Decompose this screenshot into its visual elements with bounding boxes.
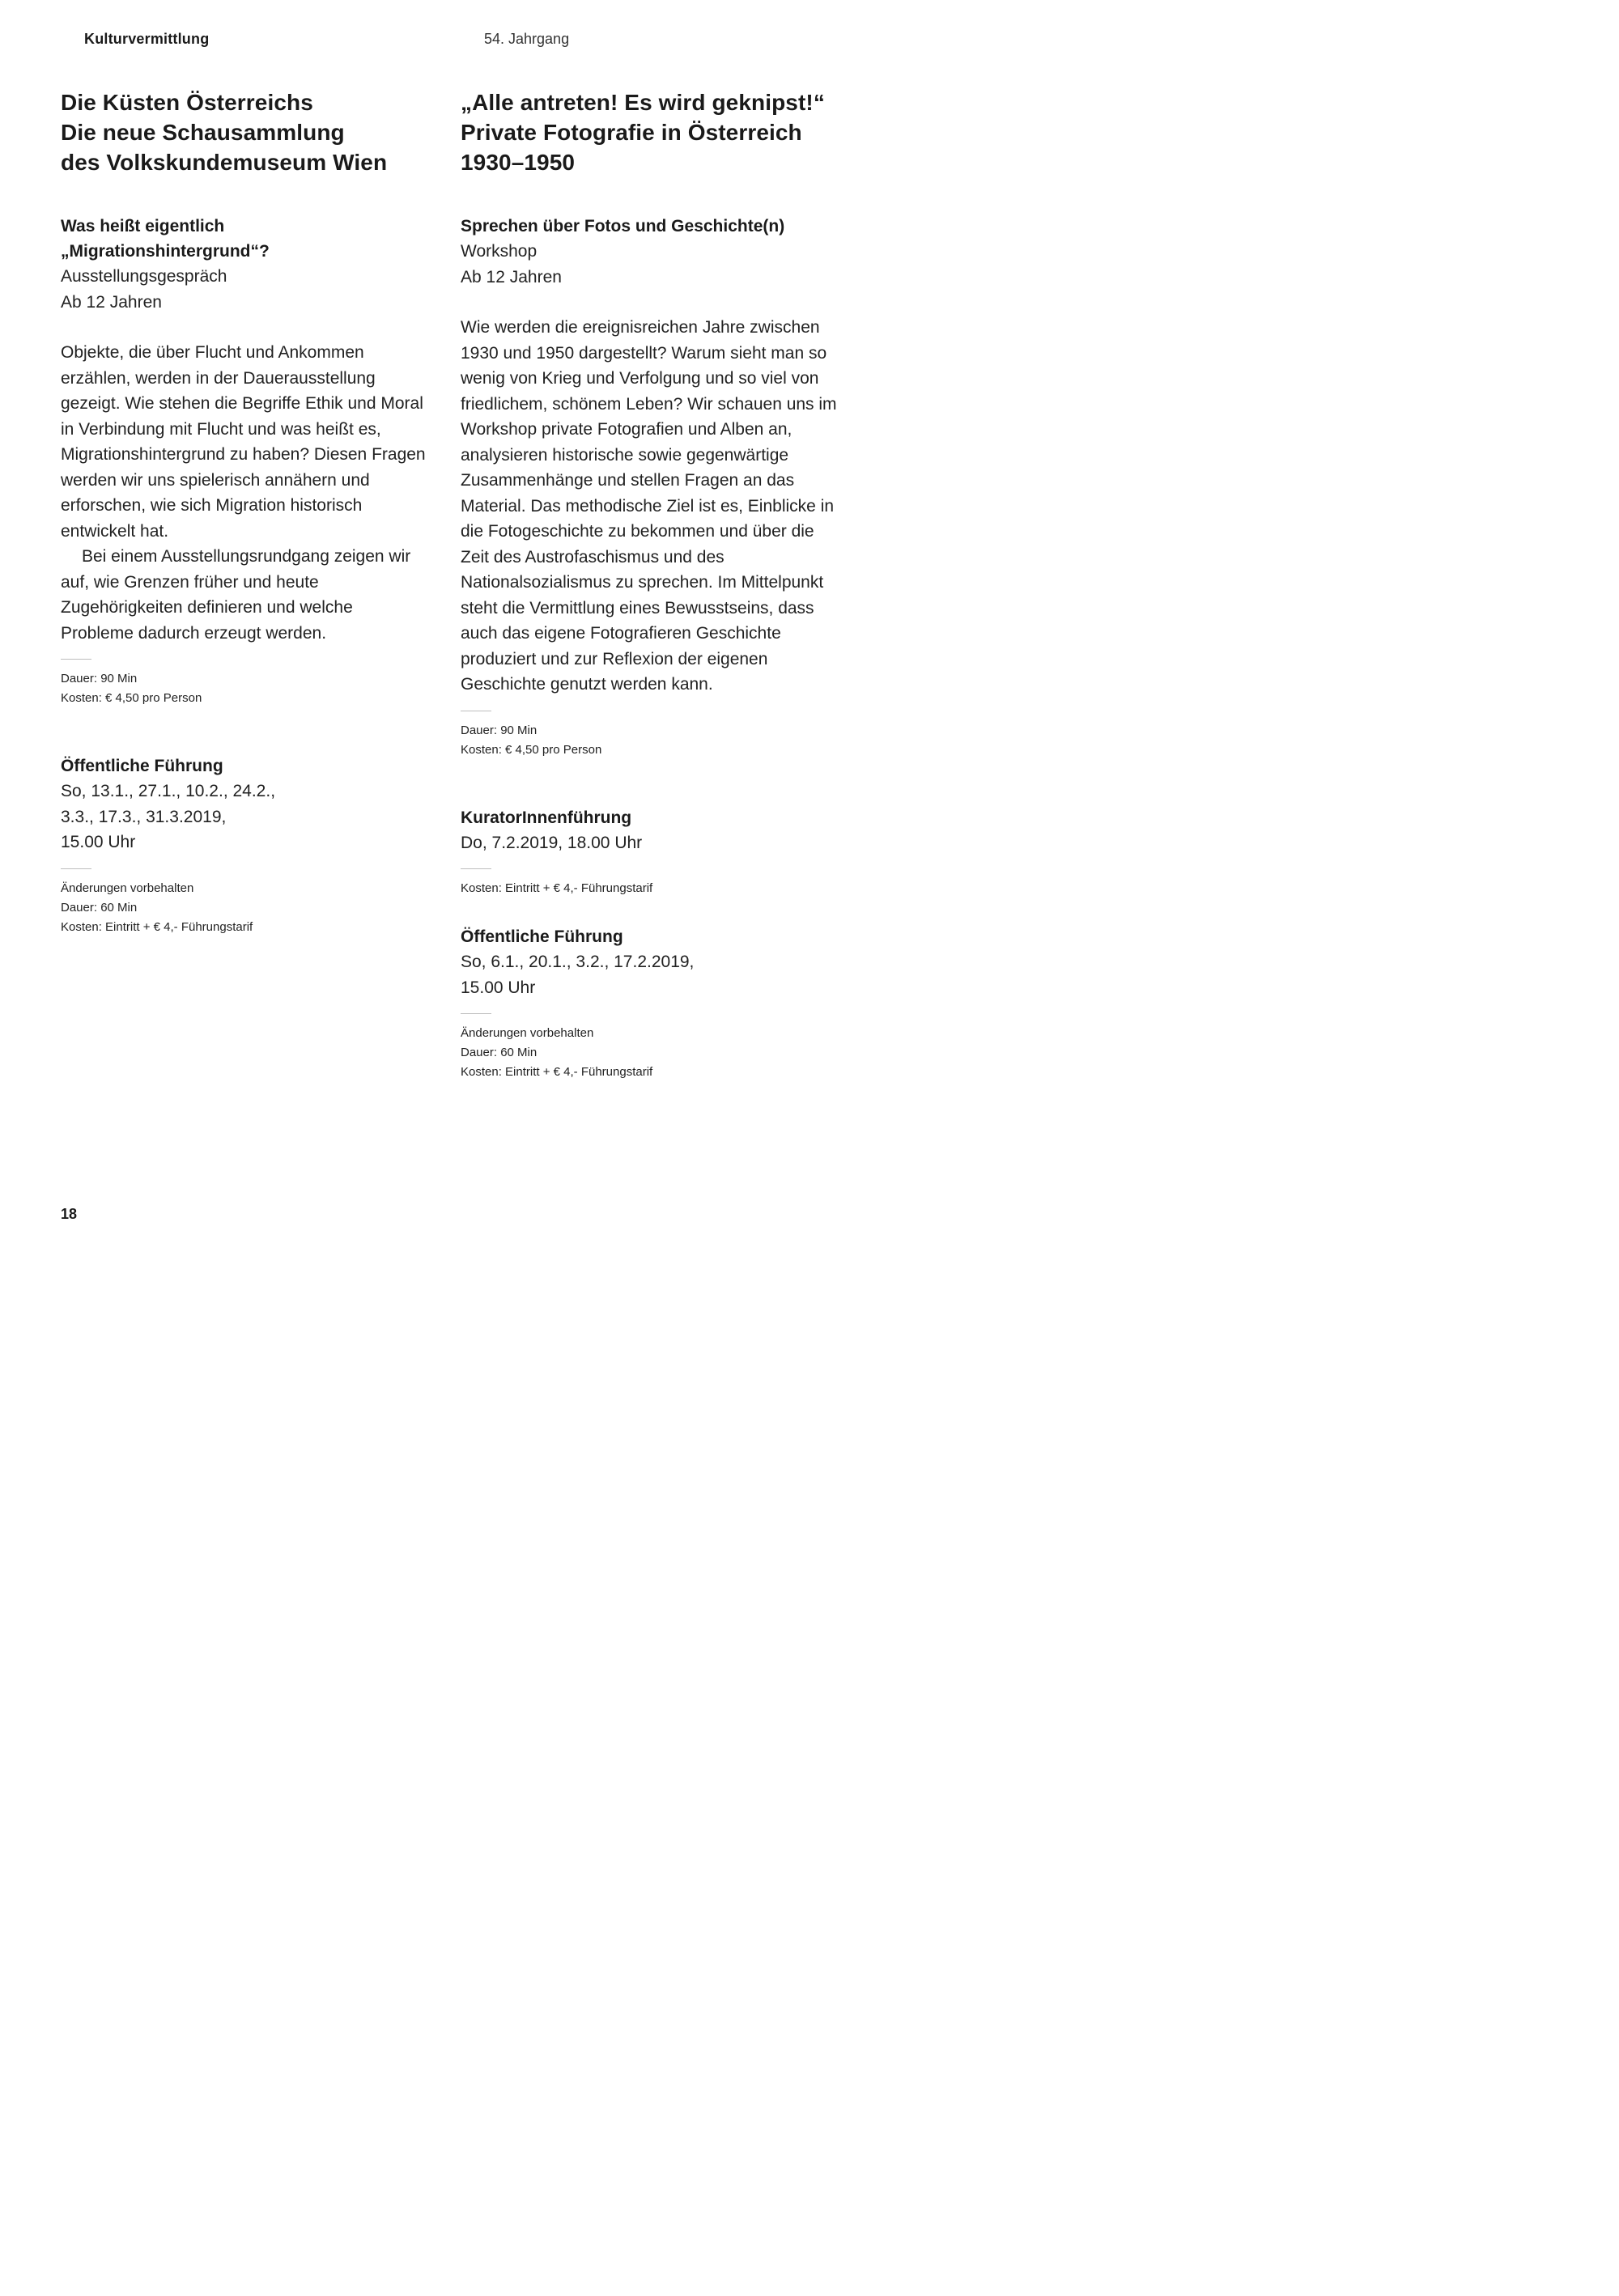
event-heading: „Migrationshintergrund“? xyxy=(61,242,270,261)
event-age: Ab 12 Jahren xyxy=(461,267,562,286)
divider xyxy=(61,868,91,869)
left-title-line: Die neue Schausammlung xyxy=(61,120,345,145)
event-heading: Öffentliche Führung xyxy=(461,927,623,946)
description-paragraph: Wie werden die ereignisreichen Jahre zwischen 1930 und 1950 dargestellt? Warum sieht man so wenig von Krieg und Verfolgung und so viel von friedlichem, schönem Leben? Wir schauen uns im Workshop private Fotografien und Alben an, analysieren historische sowie gegenwärtige Zusammenhänge und stellen Fragen an das Material. Das methodische Ziel ist es, Einblicke in die Fotogeschichte zu bekommen und über die Zeit des Austrofaschismus und des Nationalsozialismus zu sprechen. Im Mittelpunkt steht die Vermittlung eines Bewusstseins, dass auch das eigene Fotografieren Geschichte produziert und zur Reflexion der eigenen Geschichte genutzt werden kann. xyxy=(461,318,837,694)
event-description xyxy=(461,315,841,698)
description-paragraph: Bei einem Ausstellungsrundgang zeigen wir auf, wie Grenzen früher und heute Zugehörigkeiten definieren und welche Probleme dadurch erzeugt werden. xyxy=(61,547,411,643)
event-age: Ab 12 Jahren xyxy=(61,292,162,312)
divider xyxy=(61,659,91,660)
event-note: Änderungen vorbehalten xyxy=(461,1026,594,1040)
event-cost: Kosten: € 4,50 pro Person xyxy=(61,691,202,705)
divider xyxy=(461,868,491,869)
description-paragraph: Objekte, die über Flucht und Ankommen erzählen, werden in der Dauerausstellung gezeigt. Wie stehen die Begriffe Ethik und Moral in Verbindung mit Flucht und was heißt es, Migrationshintergrund zu haben? Diesen Fragen werden wir uns spielerisch annähern und erforschen, wie sich Migration historisch entwickelt hat. xyxy=(61,343,426,541)
event-description xyxy=(61,340,427,646)
left-column xyxy=(61,87,427,937)
event-heading: KuratorInnenführung xyxy=(461,808,632,827)
event-type: Ausstellungsgespräch xyxy=(61,267,227,286)
event-migration-talk xyxy=(61,214,427,708)
event-cost: Kosten: Eintritt + € 4,- Führungstarif xyxy=(61,919,253,934)
right-title-line: „Alle antreten! Es wird geknipst!“ xyxy=(461,90,825,115)
event-curator-tour xyxy=(461,805,841,899)
event-time: 15.00 Uhr xyxy=(61,833,136,851)
divider xyxy=(461,1013,491,1014)
running-header-volume: 54. Jahrgang xyxy=(484,31,570,47)
event-duration: Dauer: 90 Min xyxy=(461,723,538,737)
event-date: So, 6.1., 20.1., 3.2., 17.2.2019, xyxy=(461,953,695,971)
event-heading: Was heißt eigentlich xyxy=(61,217,225,236)
left-title-line: Die Küsten Österreichs xyxy=(61,90,313,115)
event-date: 3.3., 17.3., 31.3.2019, xyxy=(61,807,227,826)
event-time: 15.00 Uhr xyxy=(461,978,536,997)
right-column xyxy=(461,87,841,1082)
event-photo-workshop xyxy=(461,214,841,760)
right-title-line: Private Fotografie in Österreich xyxy=(461,120,802,145)
left-title-line: des Volkskundemuseum Wien xyxy=(61,150,388,175)
event-duration: Dauer: 60 Min xyxy=(61,900,138,915)
event-note: Änderungen vorbehalten xyxy=(61,881,194,895)
right-title xyxy=(461,87,841,177)
event-public-tour xyxy=(61,753,427,937)
right-title-line: 1930–1950 xyxy=(461,150,576,175)
left-title xyxy=(61,87,427,177)
event-type: Workshop xyxy=(461,242,538,261)
event-duration: Dauer: 60 Min xyxy=(461,1046,538,1059)
event-cost: Kosten: € 4,50 pro Person xyxy=(461,742,602,757)
event-date: Do, 7.2.2019, 18.00 Uhr xyxy=(461,833,643,852)
event-cost: Kosten: Eintritt + € 4,- Führungstarif xyxy=(461,1065,653,1079)
event-cost: Kosten: Eintritt + € 4,- Führungstarif xyxy=(461,881,653,895)
event-public-tour xyxy=(461,924,841,1082)
event-heading: Öffentliche Führung xyxy=(61,757,223,775)
event-duration: Dauer: 90 Min xyxy=(61,672,138,685)
running-header-section: Kulturvermittlung xyxy=(84,31,210,47)
event-date: So, 13.1., 27.1., 10.2., 24.2., xyxy=(61,782,276,800)
event-heading: Sprechen über Fotos und Geschichte(n) xyxy=(461,217,785,236)
page-number: 18 xyxy=(61,1206,78,1222)
